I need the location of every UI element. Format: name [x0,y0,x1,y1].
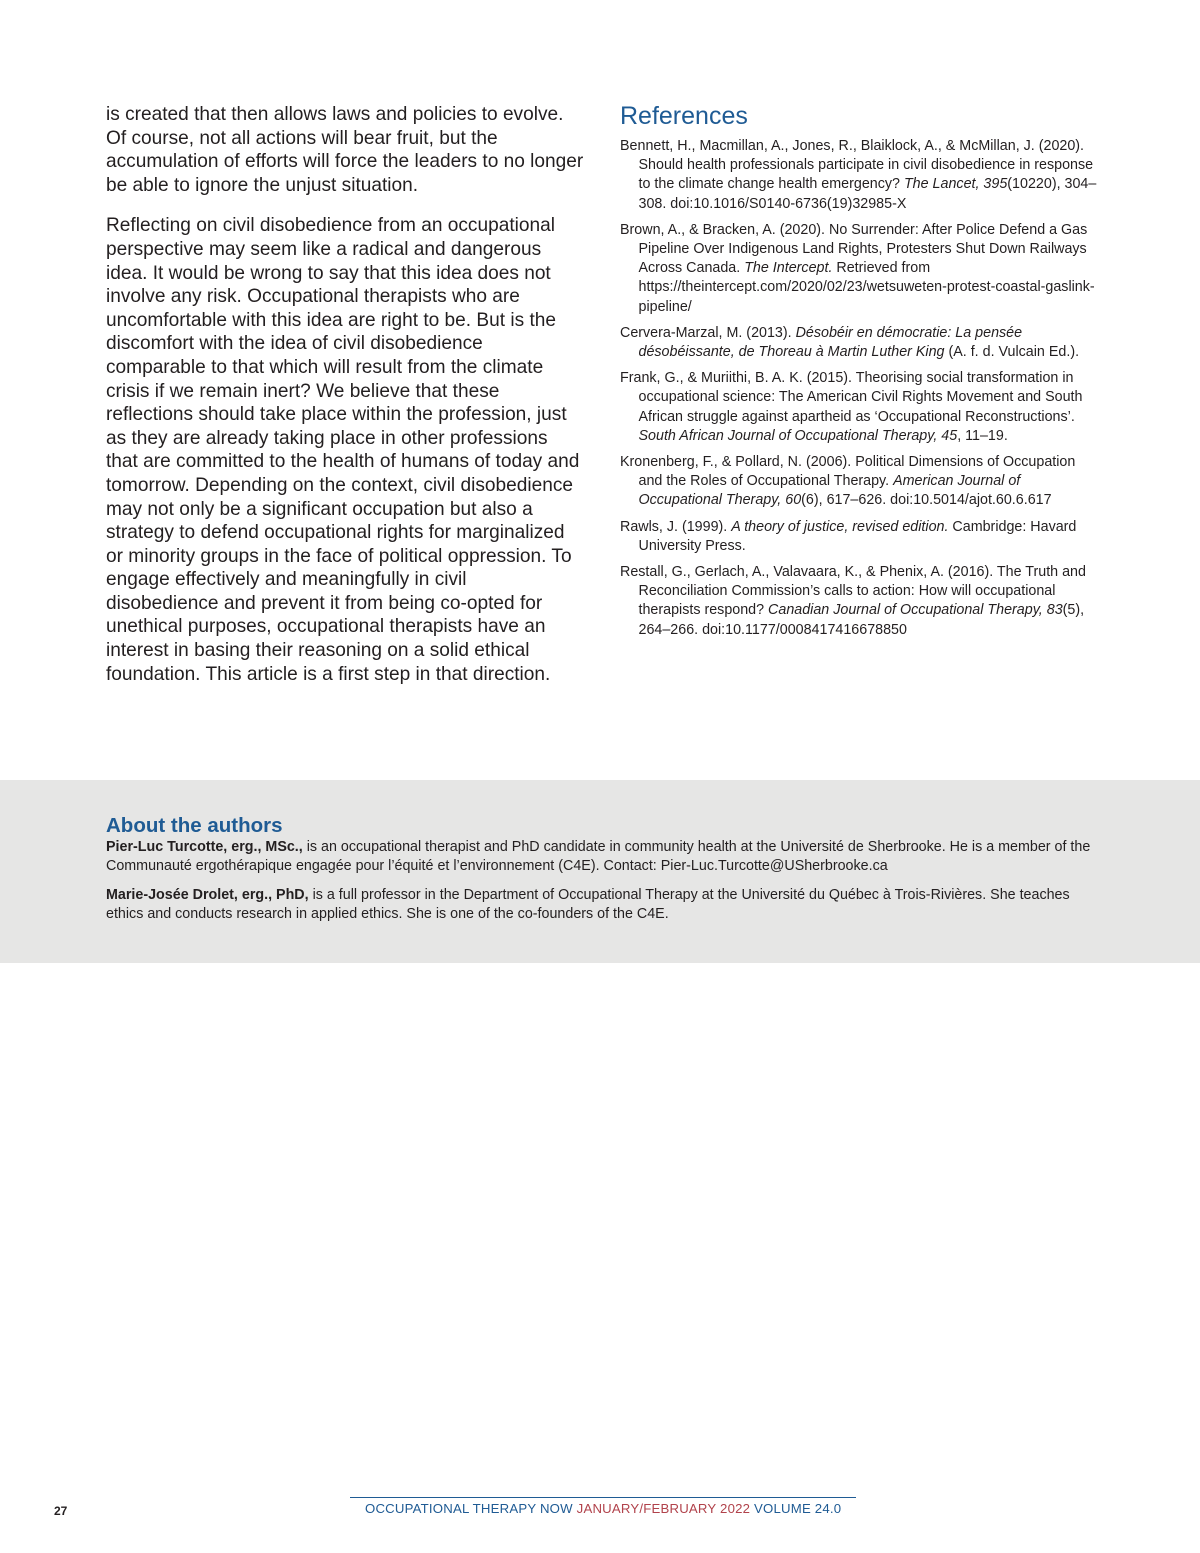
running-footer [365,1501,841,1517]
references-heading: References [620,102,748,130]
footer-divider [350,1497,856,1498]
reference-text: Frank, G., & Muriithi, B. A. K. (2015). Theorising social transformation in occupational science: The American Civil Rights Movement and South African struggle against apartheid as ‘Occupational Reconstructions’. [620,370,1083,425]
references-section [620,101,1100,647]
page-number: 27 [54,1504,68,1518]
reference-item [620,563,1100,640]
reference-item [620,221,1100,317]
reference-italic: Désobéir en démocratie: La pensée désobéissante, de Thoreau à Martin Luther King [638,324,1023,361]
author-description: is a full professor in the Department of Occupational Therapy at the Université du Québec à Trois-Rivières. She teaches ethics and conducts research in applied ethics. She is one of the co-founders of the C4E. [106,886,1070,923]
reference-text: (5), 264–266. doi:10.1177/0008417416678850 [638,602,1085,638]
reference-text: Brown, A., & Bracken, A. (2020). No Surrender: After Police Defend a Gas Pipeline Over Indigenous Land Rights, Protesters Shut Down Railways Across Canada. [620,221,1088,277]
body-text-column [106,103,584,703]
reference-italic: American Journal of Occupational Therapy, 60 [638,473,1021,509]
reference-italic: The Intercept. [744,260,833,277]
author-name: Marie-Josée Drolet, erg., PhD, [106,886,309,903]
about-authors-content [106,814,1096,934]
reference-text: Restall, G., Gerlach, A., Valavaara, K., & Phenix, A. (2016). The Truth and Reconciliation Commission’s calls to action: How will occupational therapists respond? [620,564,1086,619]
journal-name: OCCUPATIONAL THERAPY NOW [365,1501,573,1516]
reference-text: Retrieved from https://theintercept.com/2020/02/23/wetsuweten-protest-coastal-gaslink-pipeline/ [638,260,1095,315]
reference-text: Rawls, J. (1999). [620,518,732,535]
body-paragraph: is created that then allows laws and policies to evolve. Of course, not all actions will bear fruit, but the accumulation of efforts will force the leaders to no longer be able to ignore the unjust situation. [106,104,584,196]
issue-date: JANUARY/FEBRUARY 2022 [576,1501,751,1516]
reference-item [620,518,1100,556]
body-paragraph: Reflecting on civil disobedience from an occupational perspective may seem like a radical and dangerous idea. It would be wrong to say that this idea does not involve any risk. Occupational therapists who are uncomfortable with this idea are right to be. But is the discomfort with the idea of civil disobedience comparable to that which will result from the climate crisis if we remain inert? We believe that these reflections should take place within the profession, just as they are already taking place in other professions that are committed to the health of humans of today and tomorrow. Depending on the context, civil disobedience may not only be a significant occupation but also a strategy to defend occupational rights for marginalized or minority groups in the face of political oppression. To engage effectively and meaningfully in civil disobedience and prevent it from being co-opted for unethical purposes, occupational therapists have an interest in basing their reasoning on a solid ethical foundation. This article is a first step in that direction. [106,215,580,685]
reference-italic: South African Journal of Occupational Therapy, 45 [638,427,958,444]
about-authors-heading: About the authors [106,814,283,837]
reference-italic: The Lancet, 395 [903,176,1008,193]
reference-text: (6), 617–626. doi:10.5014/ajot.60.6.617 [801,492,1052,509]
reference-item [620,137,1100,214]
reference-item [620,369,1100,446]
reference-text: Cambridge: Havard University Press. [638,518,1077,554]
volume-number: VOLUME 24.0 [754,1501,842,1516]
author-name: Pier-Luc Turcotte, erg., MSc., [106,839,303,855]
reference-italic: Canadian Journal of Occupational Therapy, 83 [768,602,1063,619]
reference-item [620,324,1100,362]
reference-text: (A. f. d. Vulcain Ed.). [944,344,1080,361]
author-bio [106,838,1096,877]
reference-text: (10220), 304–308. doi:10.1016/S0140-6736(19)32985-X [638,176,1097,212]
about-authors-box [0,780,1200,963]
reference-text: , 11–19. [957,427,1008,444]
author-bio [106,886,1096,925]
reference-text: Bennett, H., Macmillan, A., Jones, R., Blaiklock, A., & McMillan, J. (2020). Should health professionals participate in civil disobedience in response to the climate change health emergency? [620,138,1094,193]
author-description: is an occupational therapist and PhD candidate in community health at the Université de Sherbrooke. He is a member of the Communauté ergothérapique engagée pour l’équité et l’environnement (C4E). Contact: Pier-Luc.Turcotte@USherbrooke.ca [106,839,1091,875]
reference-text: Cervera-Marzal, M. (2013). [620,324,796,341]
reference-item [620,453,1100,511]
reference-text: Kronenberg, F., & Pollard, N. (2006). Political Dimensions of Occupation and the Roles of Occupational Therapy. [620,454,1076,490]
reference-italic: A theory of justice, revised edition. [731,518,949,535]
